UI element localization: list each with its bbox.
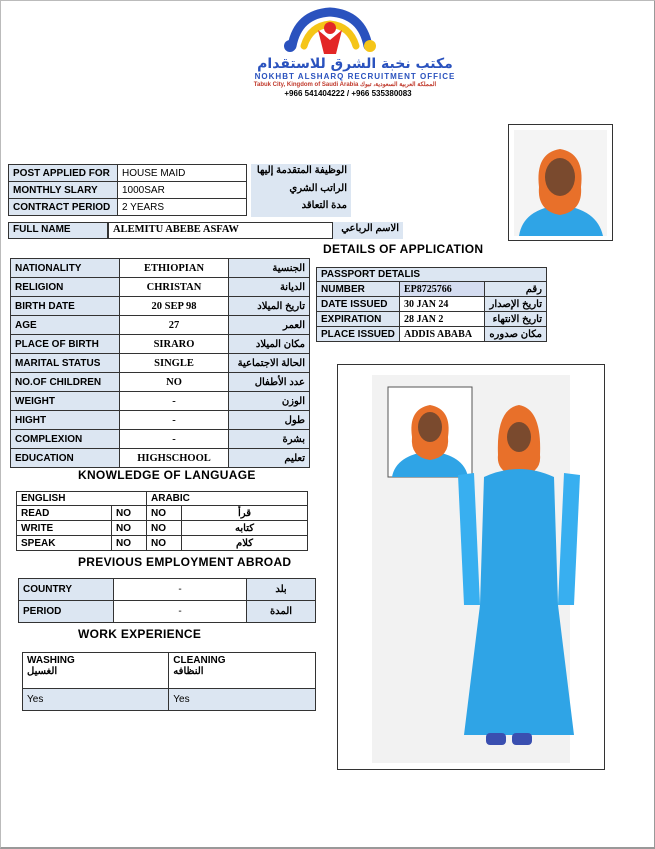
personal-label: COMPLEXION xyxy=(11,430,120,449)
language-row xyxy=(17,506,308,521)
arabic-level: NO xyxy=(147,521,182,536)
fullbody-photo-icon xyxy=(338,365,604,769)
language-row xyxy=(17,536,308,551)
employment-label-ar: المدة xyxy=(247,601,316,623)
contract-value: 2 YEARS xyxy=(118,199,247,216)
passport-label-ar: مكان صدوره xyxy=(485,327,547,342)
personal-label: AGE xyxy=(11,316,120,335)
personal-row xyxy=(11,297,310,316)
english-level: NO xyxy=(112,506,147,521)
office-phones: +966 541404222 / +966 535380083 xyxy=(284,89,412,98)
experience-label-ar: النظافه xyxy=(173,666,204,677)
post-value: HOUSE MAID xyxy=(118,165,247,182)
personal-label: HIGHT xyxy=(11,411,120,430)
employment-title: PREVIOUS EMPLOYMENT ABROAD xyxy=(78,555,292,569)
employment-label-ar: بلد xyxy=(247,579,316,601)
personal-label: PLACE OF BIRTH xyxy=(11,335,120,354)
passport-row xyxy=(317,312,547,327)
experience-label: CLEANING xyxy=(173,655,226,666)
personal-label-ar: مكان الميلاد xyxy=(229,335,310,354)
personal-value: HIGHSCHOOL xyxy=(120,449,229,468)
passport-label-ar: رقم xyxy=(485,282,547,297)
personal-row xyxy=(11,354,310,373)
salary-value: 1000SAR xyxy=(118,182,247,199)
personal-row xyxy=(11,259,310,278)
personal-label: NATIONALITY xyxy=(11,259,120,278)
personal-row xyxy=(11,373,310,392)
salary-label: MONTHLY SLARY xyxy=(9,182,118,199)
fullname-value: ALEMITU ABEBE ASFAW xyxy=(108,222,333,239)
personal-row xyxy=(11,278,310,297)
contract-label: CONTRACT PERIOD xyxy=(9,199,118,216)
office-name-english: NOKHBT ALSHARQ RECRUITMENT OFFICE xyxy=(254,72,456,81)
employment-value: - xyxy=(114,601,247,623)
language-title: KNOWLEDGE OF LANGUAGE xyxy=(78,468,256,482)
experience-label-ar: الغسيل xyxy=(27,666,58,677)
personal-row xyxy=(11,430,310,449)
personal-row xyxy=(11,449,310,468)
personal-table xyxy=(10,258,310,468)
arabic-header: ARABIC xyxy=(147,492,308,506)
personal-value: - xyxy=(120,411,229,430)
language-skill-ar: كلام xyxy=(182,536,308,551)
fullname-label-ar: الاسم الرباعي xyxy=(333,222,403,239)
personal-label-ar: بشرة xyxy=(229,430,310,449)
personal-value: SINGLE xyxy=(120,354,229,373)
experience-item xyxy=(23,653,169,689)
language-skill: WRITE xyxy=(17,521,112,536)
fullbody-photo-frame xyxy=(337,364,605,770)
personal-label: MARITAL STATUS xyxy=(11,354,120,373)
employment-label: COUNTRY xyxy=(19,579,114,601)
personal-label-ar: العمر xyxy=(229,316,310,335)
passport-label-ar: تاريخ الانتهاء xyxy=(485,312,547,327)
personal-value: ETHIOPIAN xyxy=(120,259,229,278)
office-name-arabic: مكتب نخبة الشرق للاستقدام xyxy=(257,56,453,72)
employment-table xyxy=(18,578,316,623)
language-skill-ar: كتابه xyxy=(182,521,308,536)
personal-label-ar: الوزن xyxy=(229,392,310,411)
language-skill: READ xyxy=(17,506,112,521)
personal-label: EDUCATION xyxy=(11,449,120,468)
passport-label-ar: تاريخ الإصدار xyxy=(485,297,547,312)
post-table xyxy=(8,164,247,216)
passport-row xyxy=(317,297,547,312)
personal-label-ar: طول xyxy=(229,411,310,430)
details-title: DETAILS OF APPLICATION xyxy=(323,242,484,256)
personal-label-ar: الجنسية xyxy=(229,259,310,278)
language-skill-ar: قرأ xyxy=(182,506,308,521)
personal-label-ar: الديانة xyxy=(229,278,310,297)
personal-row xyxy=(11,335,310,354)
passport-row xyxy=(317,282,547,297)
portrait-photo-icon xyxy=(509,125,612,240)
personal-row xyxy=(11,316,310,335)
personal-label: BIRTH DATE xyxy=(11,297,120,316)
personal-value: CHRISTAN xyxy=(120,278,229,297)
personal-value: NO xyxy=(120,373,229,392)
fullname-label: FULL NAME xyxy=(8,222,108,239)
personal-label-ar: تاريخ الميلاد xyxy=(229,297,310,316)
post-label-ar: الوظيفة المتقدمة إليها xyxy=(251,164,351,182)
passport-label: EXPIRATION xyxy=(317,312,400,327)
personal-value: 27 xyxy=(120,316,229,335)
passport-value: 30 JAN 24 xyxy=(399,297,484,312)
arabic-level: NO xyxy=(147,506,182,521)
personal-label-ar: الحالة الاجتماعية xyxy=(229,354,310,373)
english-level: NO xyxy=(112,521,147,536)
employment-value: - xyxy=(114,579,247,601)
personal-row xyxy=(11,392,310,411)
personal-value: 20 SEP 98 xyxy=(120,297,229,316)
passport-value: EP8725766 xyxy=(399,282,484,297)
passport-value: ADDIS ABABA xyxy=(399,327,484,342)
personal-label: WEIGHT xyxy=(11,392,120,411)
passport-label: DATE ISSUED xyxy=(317,297,400,312)
passport-title: PASSPORT DETALIS xyxy=(317,268,547,282)
language-table xyxy=(16,491,308,551)
experience-value: Yes xyxy=(23,689,169,711)
personal-label-ar: تعليم xyxy=(229,449,310,468)
passport-label: PLACE ISSUED xyxy=(317,327,400,342)
language-row xyxy=(17,521,308,536)
office-address: Tabuk City, Kingdom of Saudi Arabia المملكة العربية السعودية، تبوك xyxy=(253,82,437,88)
personal-value: - xyxy=(120,430,229,449)
language-skill: SPEAK xyxy=(17,536,112,551)
post-label: POST APPLIED FOR xyxy=(9,165,118,182)
personal-label: NO.OF CHILDREN xyxy=(11,373,120,392)
personal-value: SIRARO xyxy=(120,335,229,354)
passport-table xyxy=(316,267,547,342)
personal-value: - xyxy=(120,392,229,411)
salary-label-ar: الراتب الشري xyxy=(251,182,351,200)
experience-label: WASHING xyxy=(27,655,75,666)
experience-value: Yes xyxy=(169,689,316,711)
personal-label: RELIGION xyxy=(11,278,120,297)
personal-row xyxy=(11,411,310,430)
applicant-portrait xyxy=(508,124,613,241)
english-level: NO xyxy=(112,536,147,551)
contract-label-ar: مدة التعاقد xyxy=(251,199,351,217)
passport-label: NUMBER xyxy=(317,282,400,297)
employment-row xyxy=(19,601,316,623)
experience-table xyxy=(22,652,316,711)
experience-title: WORK EXPERIENCE xyxy=(78,627,202,641)
employment-row xyxy=(19,579,316,601)
employment-label: PERIOD xyxy=(19,601,114,623)
passport-value: 28 JAN 2 xyxy=(399,312,484,327)
arabic-level: NO xyxy=(147,536,182,551)
english-header: ENGLISH xyxy=(17,492,147,506)
personal-label-ar: عدد الأطفال xyxy=(229,373,310,392)
experience-item xyxy=(169,653,316,689)
passport-row xyxy=(317,327,547,342)
